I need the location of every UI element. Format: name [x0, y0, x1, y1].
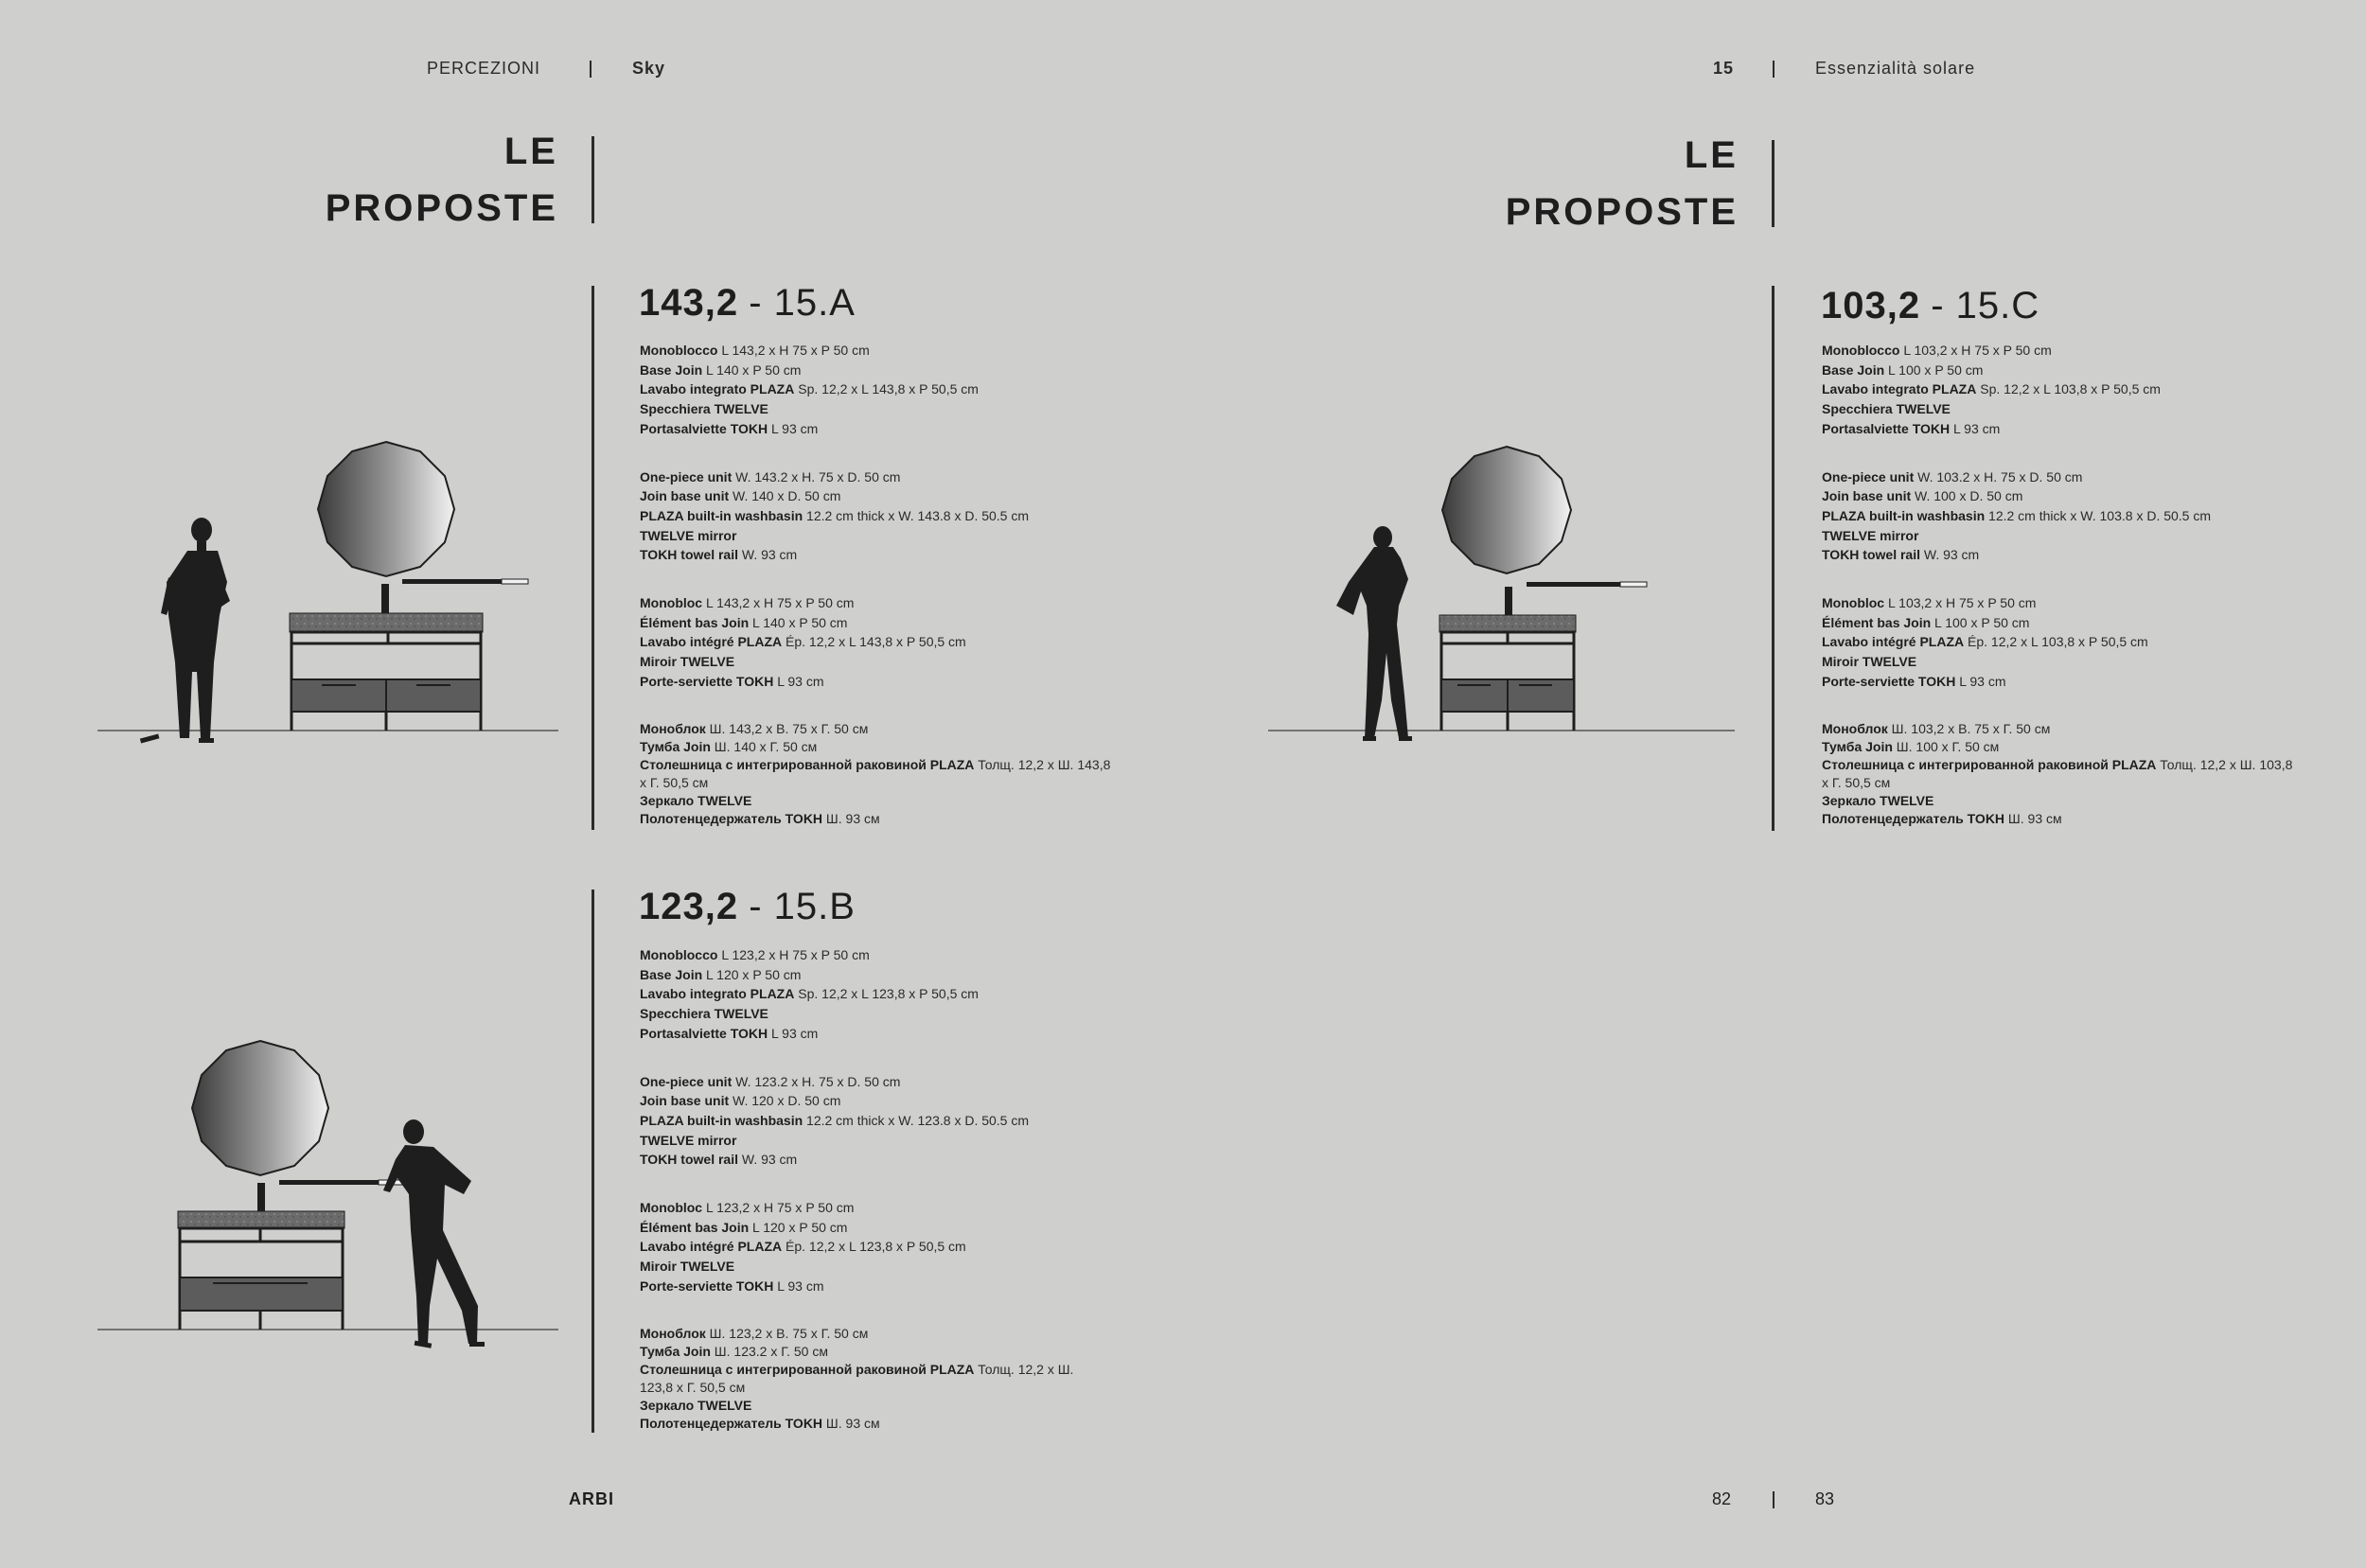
spec-en: One-piece unit W. 103.2 x H. 75 x D. 50 cm Join base unit W. 100 x D. 50 cm PLAZA built-in washbasin 12.2 cm thick x W. 103.8 x D. 50.5 cm TWELVE mirror TOKH towel rail W. 93 cm	[1822, 468, 2212, 563]
illustration-15b	[97, 1041, 558, 1348]
spec-en: One-piece unit W. 123.2 x H. 75 x D. 50 cm Join base unit W. 120 x D. 50 cm PLAZA built-in washbasin 12.2 cm thick x W. 123.8 x D. 50.5 cm TWELVE mirror TOKH towel rail W. 93 cm	[640, 1073, 1030, 1168]
faucet-icon	[1505, 587, 1512, 615]
washbasin-plaza	[1439, 615, 1576, 632]
title-line-1: LE	[503, 131, 558, 172]
mirror-twelve-icon	[318, 442, 454, 576]
footer-divider	[1773, 1491, 1774, 1508]
human-figure-man	[140, 518, 230, 743]
model-code: - 15.C	[1931, 285, 2040, 326]
human-figure-man	[383, 1119, 485, 1348]
spec-ru: Моноблок Ш. 143,2 x В. 75 x Г. 50 см Тумба Join Ш. 140 x Г. 50 см Столешница с интегрированной раковиной PLAZA Толщ. 12,2 x Ш. 143,8 x Г. 50,5 см Зеркало TWELVE Полотенцедержатель TOKH Ш. 93 см	[640, 720, 1111, 826]
spec-it: Monoblocco L 143,2 x H 75 x P 50 cm Base Join L 140 x P 50 cm Lavabo integrato PLAZA Sp. 12,2 x L 143,8 x P 50,5 cm Specchiera TWELVE Portasalviette TOKH L 93 cm	[640, 343, 979, 436]
towel-rail-icon	[1527, 582, 1635, 587]
spec-ru: Моноблок Ш. 103,2 x В. 75 x Г. 50 см Тумба Join Ш. 100 x Г. 50 см Столешница с интегрированной раковиной PLAZA Толщ. 12,2 x Ш. 103,8 x Г. 50,5 см Зеркало TWELVE Полотенцедержатель TOKH Ш. 93 см	[1822, 720, 2293, 826]
spec-it: Monoblocco L 123,2 x H 75 x P 50 cm Base Join L 120 x P 50 cm Lavabo integrato PLAZA Sp. 12,2 x L 123,8 x P 50,5 cm Specchiera TWELVE Portasalviette TOKH L 93 cm	[640, 947, 979, 1041]
model-width: 143,2	[639, 282, 739, 324]
running-header-chapter-title: Essenzialità solare	[1815, 59, 1976, 78]
spec-it: Monoblocco L 103,2 x H 75 x P 50 cm Base Join L 100 x P 50 cm Lavabo integrato PLAZA Sp. 12,2 x L 103,8 x P 50,5 cm Specchiera TWELVE Portasalviette TOKH L 93 cm	[1822, 343, 2161, 436]
running-header-chapter-number: 15	[1713, 59, 1735, 78]
spec-fr: Monobloc L 103,2 x H 75 x P 50 cm Élément bas Join L 100 x P 50 cm Lavabo intégré PLAZA Ép. 12,2 x L 103,8 x P 50,5 cm Miroir TWELVE Porte-serviette TOKH L 93 cm	[1822, 595, 2148, 689]
illustration-15c	[1268, 447, 1735, 741]
page-number-left: 82	[1712, 1489, 1732, 1508]
illustration-15a	[97, 442, 558, 743]
title-line-2: PROPOSTE	[325, 187, 558, 229]
spec-en: One-piece unit W. 143.2 x H. 75 x D. 50 cm Join base unit W. 140 x D. 50 cm PLAZA built-in washbasin 12.2 cm thick x W. 143.8 x D. 50.5 cm TWELVE mirror TOKH towel rail W. 93 cm	[640, 468, 1030, 563]
washbasin-plaza	[178, 1211, 344, 1228]
washbasin-plaza	[290, 613, 483, 632]
title-line-1: LE	[1684, 134, 1739, 176]
model-code: - 15.B	[749, 886, 856, 927]
model-width: 103,2	[1821, 285, 1921, 326]
mirror-twelve-icon	[192, 1041, 328, 1175]
running-header-section: PERCEZIONI	[427, 59, 541, 78]
spec-ru: Моноблок Ш. 123,2 x В. 75 x Г. 50 см Тумба Join Ш. 123.2 x Г. 50 см Столешница с интегрированной раковиной PLAZA Толщ. 12,2 x Ш. 123,8 x Г. 50,5 см Зеркало TWELVE Полотенцедержатель TOKH Ш. 93 см	[640, 1325, 1074, 1431]
spec-fr: Monobloc L 143,2 x H 75 x P 50 cm Élément bas Join L 140 x P 50 cm Lavabo intégré PLAZA Ép. 12,2 x L 143,8 x P 50,5 cm Miroir TWELVE Porte-serviette TOKH L 93 cm	[640, 595, 966, 689]
model-code: - 15.A	[749, 282, 856, 324]
model-width: 123,2	[639, 886, 739, 927]
human-figure-woman	[1336, 526, 1412, 741]
spec-fr: Monobloc L 123,2 x H 75 x P 50 cm Élément bas Join L 120 x P 50 cm Lavabo intégré PLAZA Ép. 12,2 x L 123,8 x P 50,5 cm Miroir TWELVE Porte-serviette TOKH L 93 cm	[640, 1200, 966, 1294]
title-line-2: PROPOSTE	[1505, 191, 1739, 233]
running-header-collection: Sky	[632, 59, 666, 78]
mirror-twelve-icon	[1442, 447, 1571, 573]
faucet-icon	[381, 584, 389, 614]
faucet-icon	[257, 1183, 265, 1211]
page-number-right: 83	[1815, 1489, 1835, 1508]
brand-logo: ARBI	[569, 1489, 614, 1508]
